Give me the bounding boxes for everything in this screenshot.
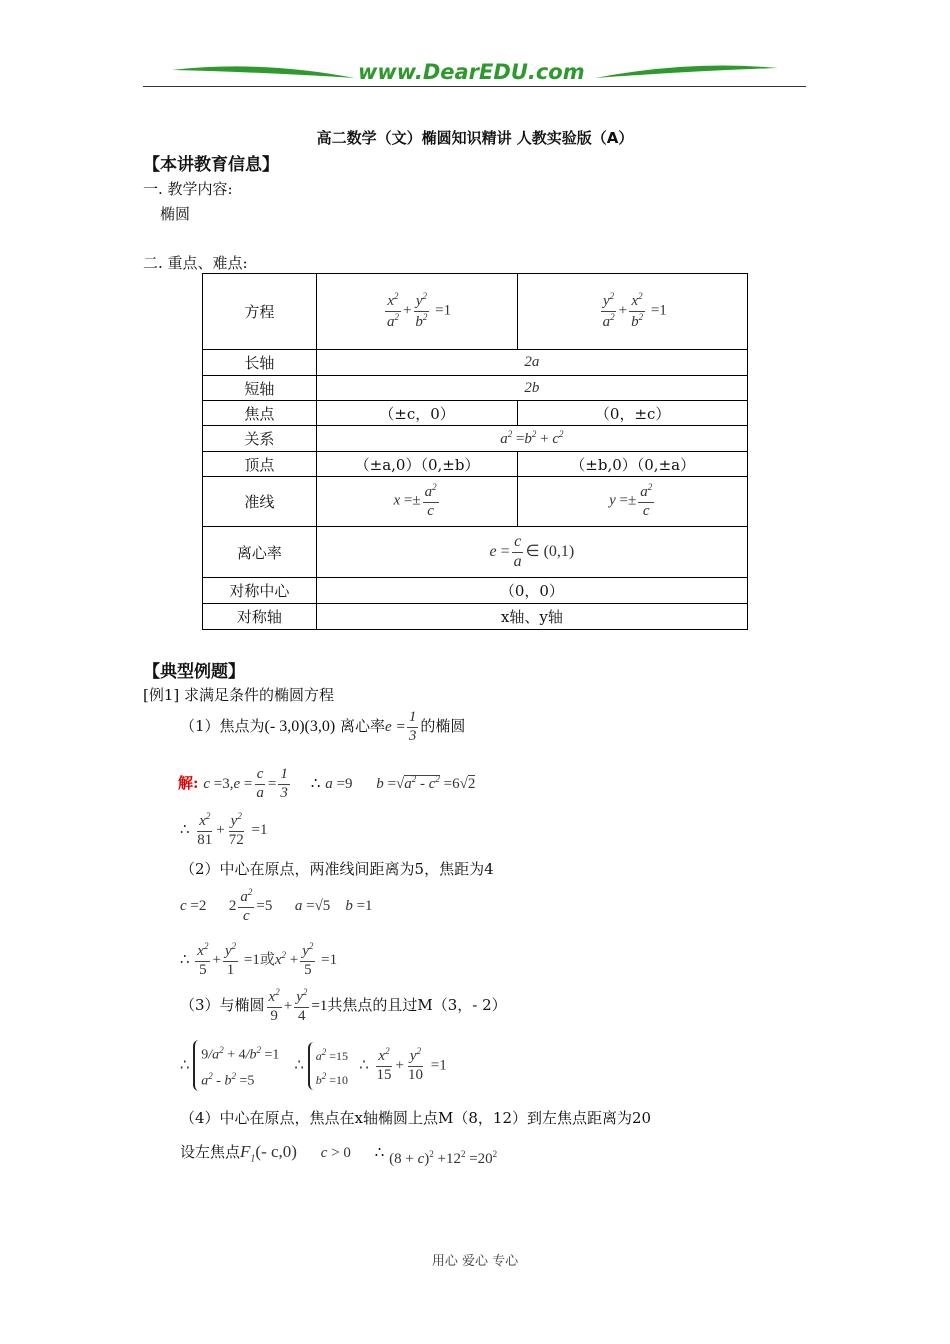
site-name: www.DearEDU.com [358, 60, 585, 84]
question-2: （2）中心在原点，两准线间距离为5，焦距为4 [180, 860, 494, 878]
row-label: 准线 [203, 477, 317, 527]
solution-label: 解: [178, 774, 199, 792]
row-label: 长轴 [203, 350, 317, 376]
row-label: 方程 [203, 274, 317, 350]
directrix-vertical: y =± $\frac{a^2}{c}$ [518, 477, 748, 527]
question-1: （1）焦点为(- 3,0)(3,0) 离心率e = $\frac{1}{3}$ 的椭圆 [180, 708, 466, 744]
table-row [203, 350, 748, 376]
row-value-left: （±a,0）（0,±b） [316, 452, 518, 477]
eccentricity-formula: e = $\frac{c}{a}$ ∈ (0,1) [316, 527, 747, 578]
row-label: 关系 [203, 426, 317, 452]
row-value: 2b [316, 376, 747, 401]
item-teaching-content-value: 椭圆 [160, 205, 191, 223]
item-key-points: 二. 重点、难点: [143, 254, 248, 272]
table-row [203, 578, 748, 604]
table-row [203, 604, 748, 630]
question-4: （4）中心在原点，焦点在x轴椭圆上点M（8，12）到左焦点距离为20 [180, 1109, 652, 1127]
table-row [203, 401, 748, 426]
equation-horizontal: $\frac{x^2}{a^2}$ + $\frac{y^2}{b^2}$ =1 [316, 274, 518, 350]
page-footer: 用心 爱心 专心 [431, 1254, 519, 1269]
item-teaching-content: 一. 教学内容: [143, 180, 233, 198]
table-row [203, 452, 748, 477]
relation-formula: $a^2 =b^2 + c^2$ [316, 426, 747, 452]
row-value: 2a [316, 350, 747, 376]
row-label: 顶点 [203, 452, 317, 477]
row-label: 离心率 [203, 527, 317, 578]
directrix-horizontal: x =± $\frac{a^2}{c}$ [316, 477, 518, 527]
row-label: 焦点 [203, 401, 317, 426]
row-label: 对称轴 [203, 604, 317, 630]
example-title: [例1] 求满足条件的椭圆方程 [143, 686, 335, 704]
header-rule [143, 86, 806, 87]
table-row [203, 527, 748, 578]
row-value-right: （0，±c） [518, 401, 748, 426]
row-value: x轴、y轴 [316, 604, 747, 630]
row-value-right: （±b,0）（0,±a） [518, 452, 748, 477]
row-value: （0，0） [316, 578, 747, 604]
header-logo [170, 58, 780, 88]
solution-1: 解: c =3,e = $\frac{c}{a}$ = $\frac{1}{3}$ ∴ a =9 $b =√a^2 - c^2 =6√2$ [178, 766, 476, 802]
table-row [203, 426, 748, 452]
ellipse-properties-table [202, 273, 748, 630]
solution-3: ∴ $9/a^2 + 4/b^2 =1$ $a^2 - b^2 =5$ ∴ $a^2 =15$ $b^2 =10$ ∴ $\frac{x^2}{15}$ + $\frac{y^2}{10}$ =1 [180, 1040, 447, 1091]
table-row [203, 376, 748, 401]
row-value-left: （±c，0） [316, 401, 518, 426]
row-label: 短轴 [203, 376, 317, 401]
solution-2: c =2 2 $\frac{a^2}{c}$ =5 a =√5 b =1 [180, 887, 373, 925]
question-3: （3）与椭圆 $\frac{x^2}{9}$ + $\frac{y^2}{4}$ =1共焦点的且过M（3，- 2） [180, 986, 507, 1024]
section-info-heading: 【本讲教育信息】 [143, 155, 279, 175]
section-examples-heading: 【典型例题】 [143, 662, 245, 682]
question-4-setup: 设左焦点$F_1(-$ c,0) c > 0 ∴ $(8 + c)^2 +12^2 =20^2$ [180, 1142, 498, 1167]
table-row [203, 274, 748, 350]
doc-title: 高二数学（文）椭圆知识精讲 人教实验版（A） [316, 129, 634, 147]
equation-vertical: $\frac{y^2}{a^2}$ + $\frac{x^2}{b^2}$ =1 [518, 274, 748, 350]
result-1: ∴ $\frac{x^2}{81}$ + $\frac{y^2}{72}$ =1 [180, 811, 268, 849]
table-row [203, 477, 748, 527]
result-2: ∴ $\frac{x^2}{5}$ + $\frac{y^2}{1}$ =1或$x^2$ + $\frac{y^2}{5}$ =1 [180, 941, 338, 979]
row-label: 对称中心 [203, 578, 317, 604]
